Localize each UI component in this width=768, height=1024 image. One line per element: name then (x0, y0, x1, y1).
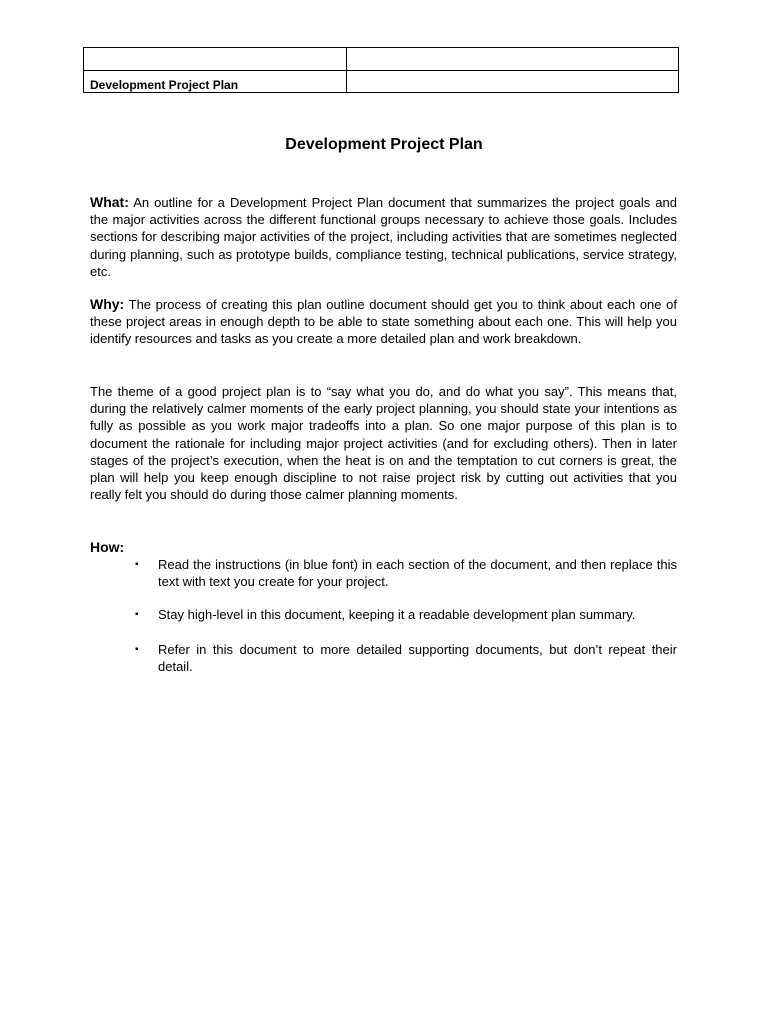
list-item-text: Stay high-level in this document, keeping it a readable development plan summary. (158, 607, 636, 623)
theme-paragraph: The theme of a good project plan is to “say what you do, and do what you say”. This means that, during the relatively calmer moments of the early project planning, you should state your intentions as fully as possible as you work major tradeoffs into a plan. So one major purpose of this plan is to document the rationale for including major project activities (and for excluding others). Then in later stages of the project’s execution, when the heat is on and the temptation to cut corners is great, the plan will help you keep enough discipline to not raise project risk by cutting out activities that you really felt you should do during those calmer planning moments. (90, 384, 677, 503)
what-label: What: (90, 194, 129, 210)
header-table (83, 47, 679, 93)
list-item-text: Refer in this document to more detailed supporting documents, but don’t repeat their detail. (158, 641, 677, 674)
list-item-text: Read the instructions (in blue font) in each section of the document, and then replace this text with text you create for your project. (158, 557, 677, 590)
header-cell (347, 48, 679, 71)
list-item (90, 641, 677, 675)
what-text: An outline for a Development Project Plan document that summarizes the project goals and the major activities across the different functional groups necessary to achieve those goals. Includes sections for describing major activities of the project, including activities that are sometimes neglected during planning, such as prototype builds, compliance testing, technical publications, service strategy, etc. (90, 195, 677, 279)
how-label: How: (90, 539, 125, 555)
document-title: Development Project Plan (285, 136, 483, 153)
list-item (90, 606, 677, 623)
header-cell (347, 71, 679, 93)
why-text: The process of creating this plan outline document should get you to think about each one of these project areas in enough depth to be able to state something about each one. This will help you identify resources and tasks as you create a more detailed plan and work breakdown. (90, 297, 677, 347)
how-bullet-list (90, 556, 677, 675)
why-paragraph (90, 296, 677, 348)
what-paragraph (90, 194, 677, 280)
bullet-icon: ▪ (135, 559, 139, 570)
header-cell (84, 48, 347, 71)
bullet-icon: ▪ (135, 643, 139, 655)
header-table-row (84, 48, 679, 71)
why-label: Why: (90, 296, 125, 312)
header-doc-title-cell: Development Project Plan (84, 71, 347, 93)
header-table-row (84, 71, 679, 93)
bullet-icon: ▪ (135, 609, 139, 621)
list-item (90, 556, 677, 590)
